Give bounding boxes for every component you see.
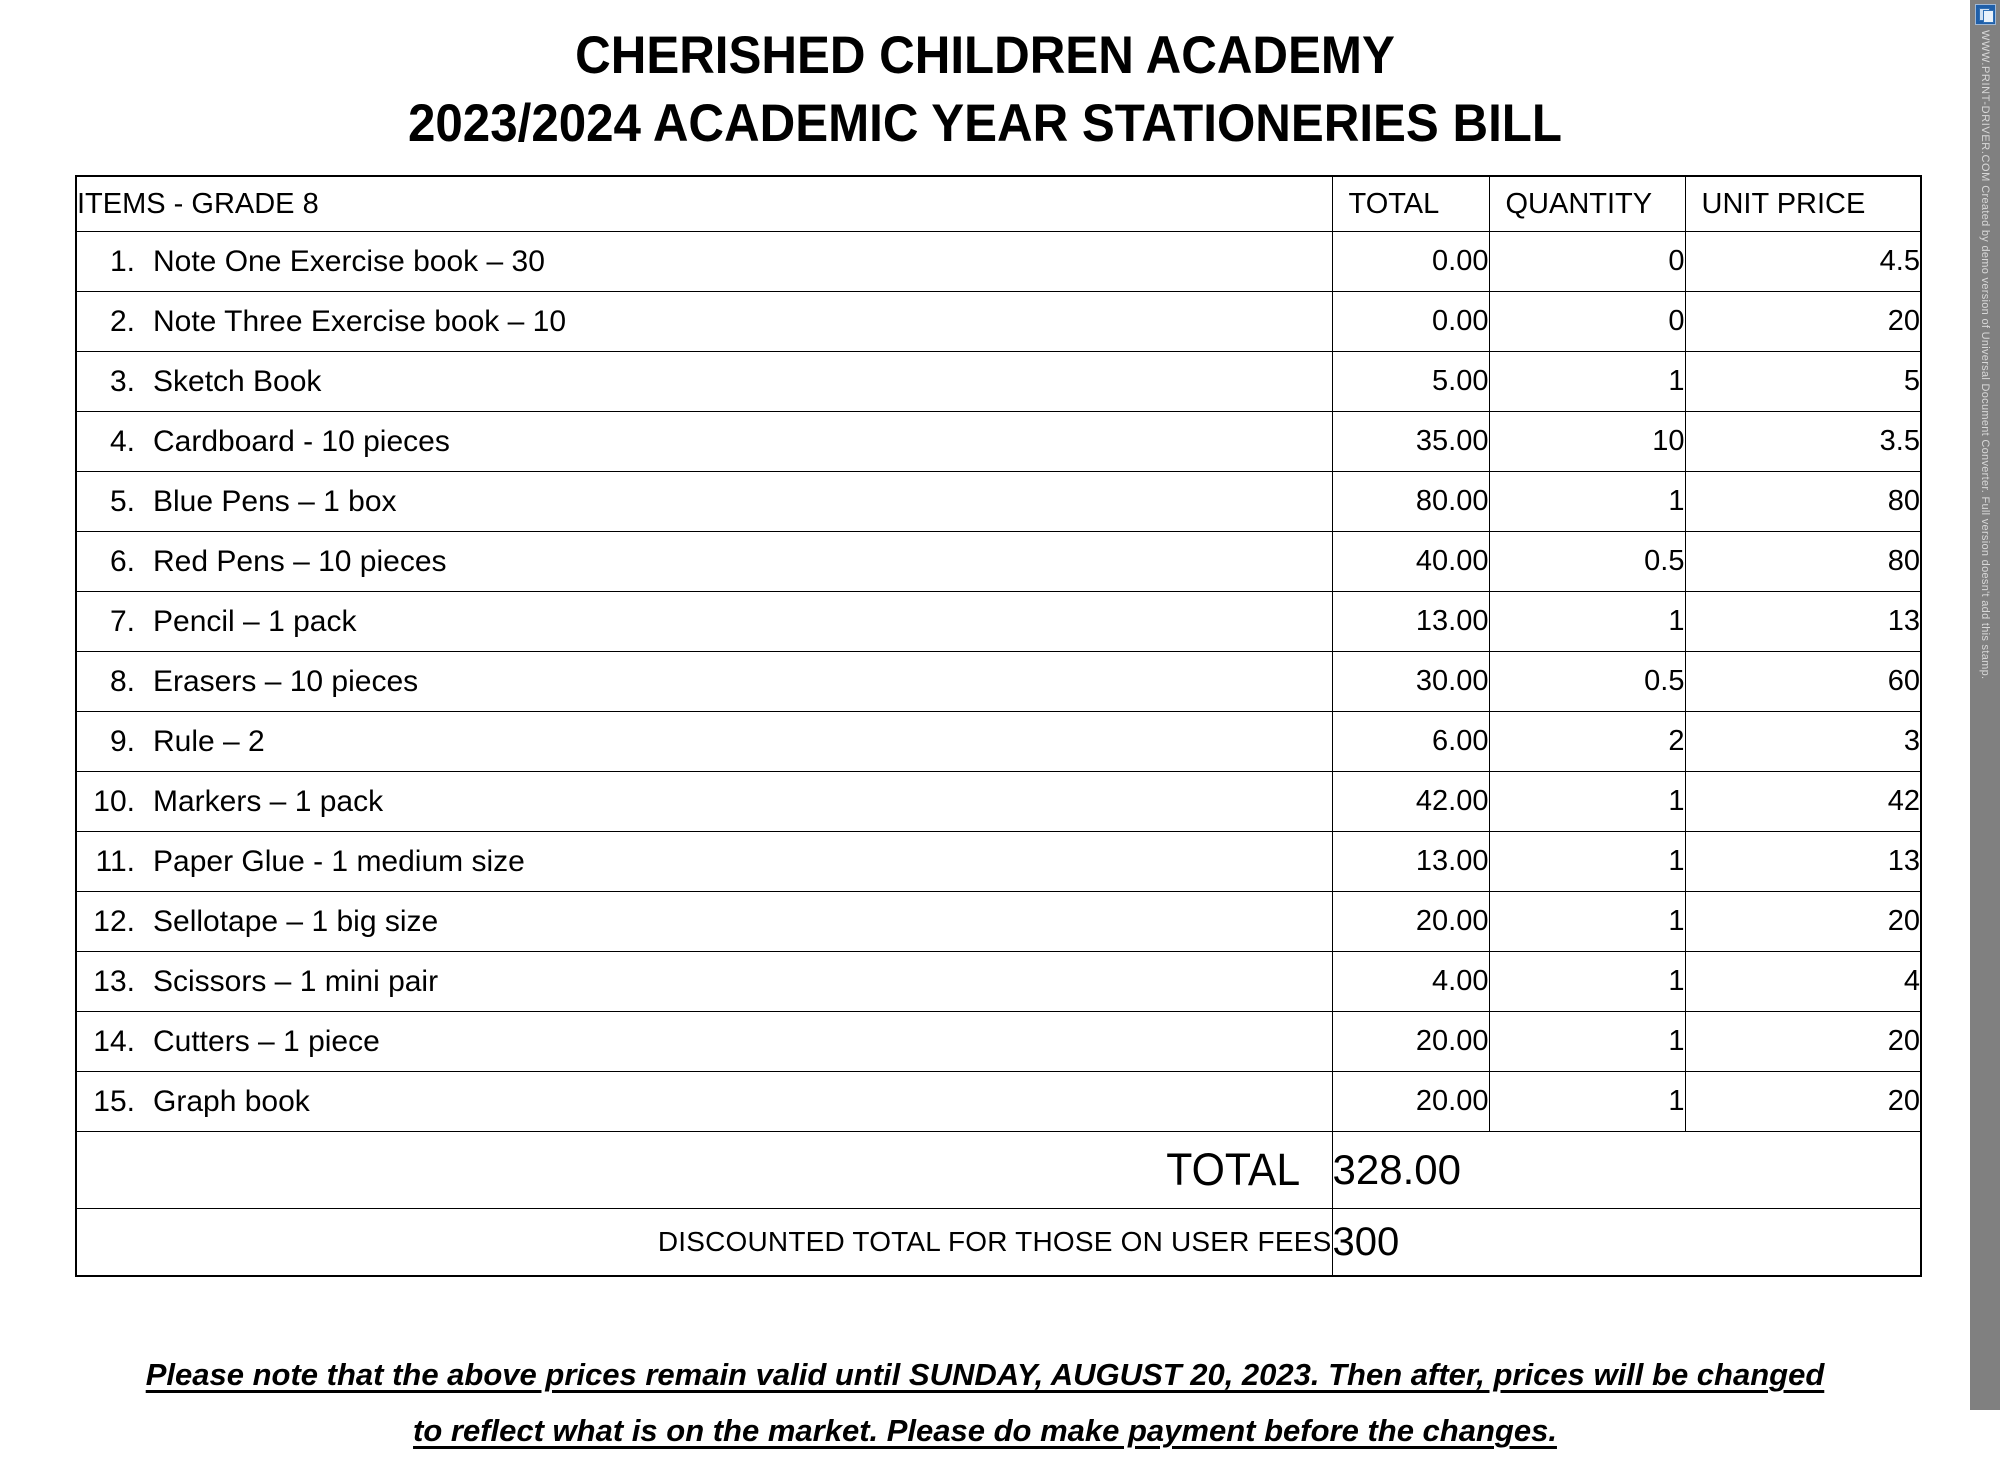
- table-total-row: [76, 1132, 1921, 1209]
- item-label: Scissors – 1 mini pair: [153, 964, 439, 998]
- item-label: Markers – 1 pack: [153, 784, 384, 818]
- item-number: 13.: [93, 964, 135, 998]
- item-label: Sketch Book: [153, 364, 322, 398]
- cell-item-name: [76, 472, 1332, 532]
- item-number: 10.: [93, 784, 135, 818]
- column-header-quantity: QUANTITY: [1489, 176, 1685, 232]
- page-title-line-2: 2023/2024 ACADEMIC YEAR STATIONERIES BILL: [407, 94, 1563, 153]
- footer-note: [35, 1347, 1935, 1459]
- cell-item-name: [76, 592, 1332, 652]
- page-title-line-1: CHERISHED CHILDREN ACADEMY: [575, 26, 1395, 85]
- stationery-bill-table: [75, 175, 1922, 1277]
- watermark-text: [1970, 30, 2000, 1440]
- cell-quantity: 0: [1489, 292, 1685, 352]
- cell-total-amount: 13.00: [1332, 592, 1489, 652]
- cell-unit-price: 20: [1685, 1012, 1921, 1072]
- watermark-strip: [1970, 0, 2000, 1410]
- total-label: TOTAL: [107, 1132, 1300, 1209]
- item-number: 12.: [93, 904, 135, 938]
- cell-unit-price: 3: [1685, 712, 1921, 772]
- item-number: 14.: [93, 1024, 135, 1058]
- table-row: [76, 412, 1921, 472]
- item-number: 7.: [109, 604, 135, 638]
- cell-quantity: 10: [1489, 412, 1685, 472]
- item-number: 6.: [109, 544, 135, 578]
- item-label: Graph book: [153, 1084, 310, 1118]
- item-number: 2.: [109, 304, 135, 338]
- cell-total-amount: 13.00: [1332, 832, 1489, 892]
- column-header-total: TOTAL: [1332, 176, 1489, 232]
- item-number: 4.: [109, 424, 135, 458]
- item-label: Blue Pens – 1 box: [153, 484, 397, 518]
- bill-table-wrapper: [75, 175, 1920, 1277]
- cell-total-amount: 80.00: [1332, 472, 1489, 532]
- item-number: 3.: [109, 364, 135, 398]
- discount-label: DISCOUNTED TOTAL FOR THOSE ON USER FEES: [76, 1209, 1332, 1277]
- cell-quantity: 1: [1489, 352, 1685, 412]
- cell-unit-price: 60: [1685, 652, 1921, 712]
- cell-item-name: [76, 652, 1332, 712]
- cell-item-name: [76, 772, 1332, 832]
- cell-item-name: [76, 292, 1332, 352]
- table-row: [76, 592, 1921, 652]
- cell-total-amount: 20.00: [1332, 1012, 1489, 1072]
- cell-quantity: 1: [1489, 832, 1685, 892]
- cell-quantity: 1: [1489, 472, 1685, 532]
- cell-unit-price: 13: [1685, 832, 1921, 892]
- cell-unit-price: 3.5: [1685, 412, 1921, 472]
- discount-value: 300: [1332, 1209, 1921, 1277]
- table-row: [76, 652, 1921, 712]
- table-row: [76, 532, 1921, 592]
- cell-quantity: 0.5: [1489, 652, 1685, 712]
- cell-unit-price: 80: [1685, 532, 1921, 592]
- cell-item-name: [76, 532, 1332, 592]
- cell-total-amount: 35.00: [1332, 412, 1489, 472]
- table-row: [76, 232, 1921, 292]
- cell-unit-price: 20: [1685, 1072, 1921, 1132]
- item-label: Cutters – 1 piece: [153, 1024, 380, 1058]
- item-label: Note Three Exercise book – 10: [153, 304, 567, 338]
- table-row: [76, 892, 1921, 952]
- item-number: 9.: [109, 724, 135, 758]
- table-row: [76, 472, 1921, 532]
- cell-quantity: 0.5: [1489, 532, 1685, 592]
- cell-item-name: [76, 952, 1332, 1012]
- item-label: Cardboard - 10 pieces: [153, 424, 450, 458]
- cell-quantity: 1: [1489, 892, 1685, 952]
- table-row: [76, 712, 1921, 772]
- table-row: [76, 1072, 1921, 1132]
- footer-note-line-1: Please note that the above prices remain valid until SUNDAY, AUGUST 20, 2023. Then after, prices will be changed: [145, 1357, 1825, 1392]
- cell-quantity: 1: [1489, 952, 1685, 1012]
- watermark-url: WWW.PRINT-DRIVER.COM: [1979, 30, 1991, 182]
- cell-total-amount: 5.00: [1332, 352, 1489, 412]
- cell-quantity: 1: [1489, 772, 1685, 832]
- cell-item-name: [76, 1072, 1332, 1132]
- item-label: Rule – 2: [153, 724, 265, 758]
- cell-quantity: 1: [1489, 592, 1685, 652]
- cell-total-amount: 20.00: [1332, 892, 1489, 952]
- cell-unit-price: 20: [1685, 892, 1921, 952]
- item-label: Erasers – 10 pieces: [153, 664, 419, 698]
- table-row: [76, 1012, 1921, 1072]
- item-number: 5.: [109, 484, 135, 518]
- column-header-items: ITEMS - GRADE 8: [76, 176, 1332, 232]
- item-number: 8.: [109, 664, 135, 698]
- cell-unit-price: 4.5: [1685, 232, 1921, 292]
- table-row: [76, 292, 1921, 352]
- cell-quantity: 1: [1489, 1012, 1685, 1072]
- item-number: 11.: [95, 844, 135, 878]
- cell-total-amount: 40.00: [1332, 532, 1489, 592]
- item-label: Paper Glue - 1 medium size: [153, 844, 525, 878]
- cell-total-amount: 20.00: [1332, 1072, 1489, 1132]
- document-title-block: [0, 0, 1970, 158]
- cell-item-name: [76, 892, 1332, 952]
- cell-item-name: [76, 232, 1332, 292]
- cell-quantity: 0: [1489, 232, 1685, 292]
- total-value: 328.00: [1332, 1132, 1921, 1209]
- cell-total-amount: 0.00: [1332, 232, 1489, 292]
- item-label: Red Pens – 10 pieces: [153, 544, 447, 578]
- watermark-notice: Created by demo version of Universal Document Converter. Full version doesn't add this stamp.: [1979, 185, 1991, 680]
- item-label: Sellotape – 1 big size: [153, 904, 439, 938]
- cell-total-amount: 30.00: [1332, 652, 1489, 712]
- item-label: Note One Exercise book – 30: [153, 244, 545, 278]
- cell-item-name: [76, 712, 1332, 772]
- table-row: [76, 772, 1921, 832]
- table-row: [76, 832, 1921, 892]
- document-converter-icon: [1975, 4, 1996, 25]
- cell-unit-price: 20: [1685, 292, 1921, 352]
- cell-quantity: 2: [1489, 712, 1685, 772]
- table-row: [76, 952, 1921, 1012]
- cell-item-name: [76, 832, 1332, 892]
- cell-unit-price: 13: [1685, 592, 1921, 652]
- cell-unit-price: 4: [1685, 952, 1921, 1012]
- table-discount-row: [76, 1209, 1921, 1277]
- column-header-unit-price: UNIT PRICE: [1685, 176, 1921, 232]
- table-header-row: [76, 176, 1921, 232]
- cell-total-amount: 4.00: [1332, 952, 1489, 1012]
- cell-total-amount: 42.00: [1332, 772, 1489, 832]
- cell-item-name: [76, 1012, 1332, 1072]
- footer-note-line-2: to reflect what is on the market. Please do make payment before the changes.: [413, 1413, 1557, 1448]
- cell-item-name: [76, 352, 1332, 412]
- cell-unit-price: 5: [1685, 352, 1921, 412]
- cell-unit-price: 42: [1685, 772, 1921, 832]
- cell-unit-price: 80: [1685, 472, 1921, 532]
- cell-item-name: [76, 412, 1332, 472]
- item-number: 1.: [109, 244, 135, 278]
- cell-quantity: 1: [1489, 1072, 1685, 1132]
- item-label: Pencil – 1 pack: [153, 604, 357, 638]
- cell-total-amount: 6.00: [1332, 712, 1489, 772]
- item-number: 15.: [93, 1084, 135, 1118]
- cell-total-amount: 0.00: [1332, 292, 1489, 352]
- table-row: [76, 352, 1921, 412]
